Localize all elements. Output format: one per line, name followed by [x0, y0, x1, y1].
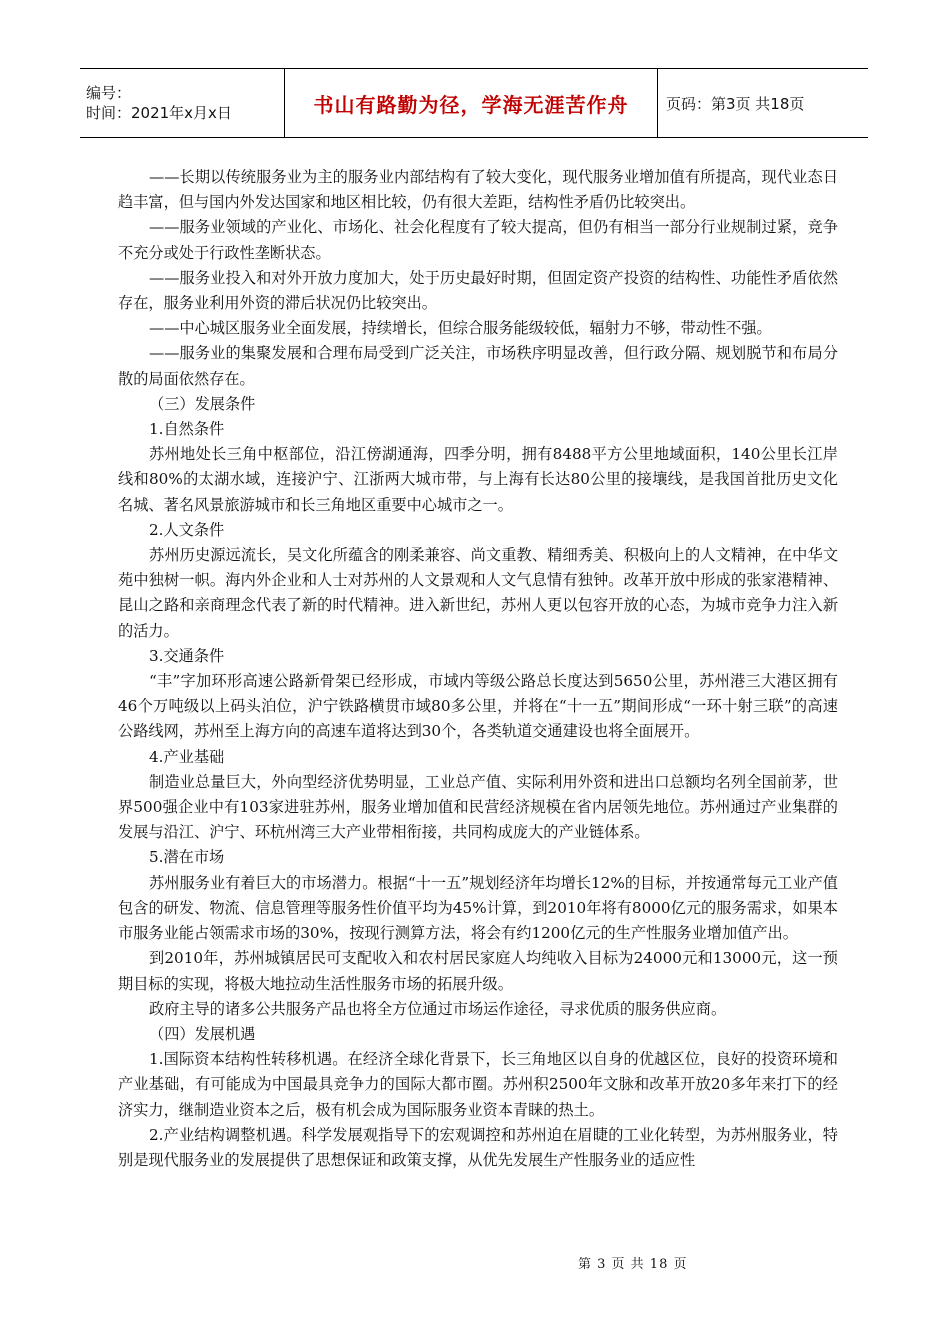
paragraph: 2.产业结构调整机遇。科学发展观指导下的宏观调控和苏州迫在眉睫的工业化转型，为苏州服务业，特别是现代服务业的发展提供了思想保证和政策支撑，从优先发展生产性服务业的适应性 [118, 1125, 838, 1169]
paragraph: 苏州服务业有着巨大的市场潜力。根据“十一五”规划经济年均增长12%的目标，并按通常每元工业产值包含的研发、物流、信息管理等服务性价值平均为45%计算，到2010年将有8000亿元的服务需求，如果本市服务业能占领需求市场的30%，按现行测算方法，将会有约1200亿元的生产性服务业增加值产出。 [118, 873, 838, 943]
paragraph: 到2010年，苏州城镇居民可支配收入和农村居民家庭人均纯收入目标为24000元和13000元，这一预期目标的实现，将极大地拉动生活性服务市场的拓展升级。 [118, 949, 838, 993]
page-info-text: 页码：第3页 共18页 [666, 94, 805, 113]
paragraph: 政府主导的诸多公共服务产品也将全方位通过市场运作途径，寻求优质的服务供应商。 [149, 999, 727, 1018]
page-header [80, 68, 868, 138]
paragraph: ——长期以传统服务业为主的服务业内部结构有了较大变化，现代服务业增加值有所提高，现代业态日趋丰富，但与国内外发达国家和地区相比较，仍有很大差距，结构性矛盾仍比较突出。 [118, 168, 838, 212]
paragraph: ——服务业领域的产业化、市场化、社会化程度有了较大提高，但仍有相当一部分行业规制过紧，竞争不充分或处于行政性垄断状态。 [118, 218, 838, 262]
paragraph: 制造业总量巨大，外向型经济优势明显，工业总产值、实际利用外资和进出口总额均名列全国前茅，世界500强企业中有103家进驻苏州，服务业增加值和民营经济规模在省内居领先地位。苏州通过产业集群的发展与沿江、沪宁、环杭州湾三大产业带相衔接，共同构成庞大的产业链体系。 [118, 772, 838, 842]
paragraph: ——服务业的集聚发展和合理布局受到广泛关注，市场秩序明显改善，但行政分隔、规划脱节和布局分散的局面依然存在。 [118, 344, 838, 388]
header-page-info [658, 69, 868, 137]
header-motto [285, 69, 658, 137]
page-footer: 第 3 页 共 18 页 [578, 1257, 688, 1272]
paragraph: ——中心城区服务业全面发展，持续增长，但综合服务能级较低，辐射力不够，带动性不强。 [149, 319, 772, 338]
subsection-heading: 2.人文条件 [149, 520, 225, 539]
subsection-heading: 1.自然条件 [149, 420, 225, 439]
header-meta [80, 69, 285, 137]
section-heading: （三）发展条件 [149, 394, 256, 413]
paragraph: 苏州历史源远流长，吴文化所蕴含的刚柔兼容、尚文重教、精细秀美、积极向上的人文精神，在中华文苑中独树一帜。海内外企业和人士对苏州的人文景观和人文气息情有独钟。改革开放中形成的张家港精神、昆山之路和亲商理念代表了新的时代精神。进入新世纪，苏州人更以包容开放的心态，为城市竞争力注入新的活力。 [118, 546, 838, 640]
paragraph: ——服务业投入和对外开放力度加大，处于历史最好时期，但固定资产投资的结构性、功能性矛盾依然存在，服务业利用外资的滞后状况仍比较突出。 [118, 268, 838, 313]
subsection-heading: 3.交通条件 [149, 646, 225, 665]
motto-text: 书山有路勤为径，学海无涯苦作舟 [313, 92, 629, 117]
subsection-heading: 4.产业基础 [149, 747, 225, 766]
document-body [118, 165, 838, 1173]
time-label: 时间：2021年x月x日 [86, 104, 232, 122]
section-heading: （四）发展机遇 [149, 1024, 256, 1043]
code-label: 编号： [86, 84, 132, 102]
paragraph: “丰”字加环形高速公路新骨架已经形成，市域内等级公路总长度达到5650公里，苏州港三大港区拥有46个万吨级以上码头泊位，沪宁铁路横贯市域80多公里，并将在“十一五”期间形成“一环十射三联”的高速公路线网，苏州至上海方向的高速车道将达到30个，各类轨道交通建设也将全面展开。 [118, 672, 838, 741]
paragraph: 苏州地处长三角中枢部位，沿江傍湖通海，四季分明，拥有8488平方公里地域面积，140公里长江岸线和80%的太湖水域，连接沪宁、江浙两大城市带，与上海有长达80公里的接壤线，是我国首批历史文化名城、著名风景旅游城市和长三角地区重要中心城市之一。 [118, 445, 838, 514]
subsection-heading: 5.潜在市场 [149, 848, 225, 867]
paragraph: 1.国际资本结构性转移机遇。在经济全球化背景下，长三角地区以自身的优越区位，良好的投资环境和产业基础，有可能成为中国最具竞争力的国际大都市圈。苏州积2500年文脉和改革开放20多年来打下的经济实力，继制造业资本之后，极有机会成为国际服务业资本青睐的热土。 [118, 1050, 838, 1119]
